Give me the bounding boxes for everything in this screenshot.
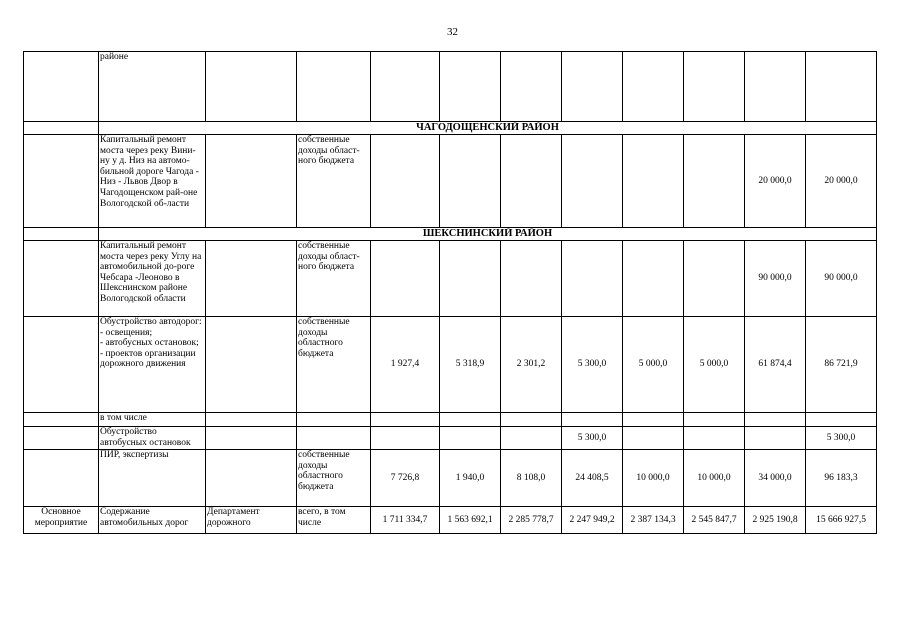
value-cell: 86 721,9 bbox=[806, 317, 877, 413]
table-row bbox=[24, 52, 877, 122]
value-cell bbox=[806, 52, 877, 122]
value-cell bbox=[371, 241, 440, 317]
value-cell bbox=[440, 413, 501, 427]
table-cell bbox=[24, 122, 99, 135]
funding-source-cell: собственные доходы област-ного бюджета bbox=[297, 241, 371, 317]
table-row bbox=[24, 135, 877, 228]
value-cell bbox=[562, 413, 623, 427]
value-cell bbox=[745, 427, 806, 450]
value-cell: 61 874,4 bbox=[745, 317, 806, 413]
value-cell bbox=[623, 241, 684, 317]
value-cell: 20 000,0 bbox=[806, 135, 877, 228]
event-type-cell bbox=[24, 413, 99, 427]
funding-source-cell: собственные доходы област-ного бюджета bbox=[297, 135, 371, 228]
section-header-row bbox=[24, 228, 877, 241]
value-cell bbox=[440, 241, 501, 317]
value-cell: 2 387 134,3 bbox=[623, 507, 684, 534]
value-cell bbox=[371, 413, 440, 427]
value-cell bbox=[623, 135, 684, 228]
value-cell bbox=[623, 52, 684, 122]
value-cell: 5 300,0 bbox=[562, 317, 623, 413]
responsible-cell bbox=[206, 52, 297, 122]
value-cell bbox=[501, 413, 562, 427]
value-cell bbox=[562, 241, 623, 317]
value-cell: 5 300,0 bbox=[562, 427, 623, 450]
section-title: ЧАГОДОЩЕНСКИЙ РАЙОН bbox=[99, 122, 877, 135]
value-cell: 2 285 778,7 bbox=[501, 507, 562, 534]
responsible-cell: Департамент дорожного bbox=[206, 507, 297, 534]
value-cell bbox=[440, 135, 501, 228]
value-cell bbox=[684, 241, 745, 317]
value-cell: 5 000,0 bbox=[684, 317, 745, 413]
event-name-cell: районе bbox=[99, 52, 206, 122]
budget-table bbox=[23, 51, 877, 534]
event-name-cell: Обустройство автодорог: - освещения; - автобусных остановок; - проектов организации дорожного движения bbox=[99, 317, 206, 413]
event-type-cell bbox=[24, 241, 99, 317]
section-title: ШЕКСНИНСКИЙ РАЙОН bbox=[99, 228, 877, 241]
value-cell: 1 563 692,1 bbox=[440, 507, 501, 534]
value-cell bbox=[806, 413, 877, 427]
responsible-cell bbox=[206, 135, 297, 228]
funding-source-cell bbox=[297, 427, 371, 450]
page-number: 32 bbox=[447, 26, 458, 38]
value-cell bbox=[745, 52, 806, 122]
value-cell: 7 726,8 bbox=[371, 450, 440, 507]
value-cell: 10 000,0 bbox=[684, 450, 745, 507]
value-cell: 1 711 334,7 bbox=[371, 507, 440, 534]
value-cell bbox=[684, 52, 745, 122]
value-cell bbox=[371, 135, 440, 228]
value-cell bbox=[440, 52, 501, 122]
value-cell: 8 108,0 bbox=[501, 450, 562, 507]
value-cell: 24 408,5 bbox=[562, 450, 623, 507]
value-cell: 96 183,3 bbox=[806, 450, 877, 507]
value-cell: 1 927,4 bbox=[371, 317, 440, 413]
event-type-cell bbox=[24, 427, 99, 450]
value-cell: 20 000,0 bbox=[745, 135, 806, 228]
responsible-cell bbox=[206, 427, 297, 450]
table-row bbox=[24, 241, 877, 317]
event-name-cell: Обустройство автобусных остановок bbox=[99, 427, 206, 450]
value-cell bbox=[501, 52, 562, 122]
event-type-cell bbox=[24, 317, 99, 413]
responsible-cell bbox=[206, 450, 297, 507]
event-type-cell: Основное мероприятие bbox=[24, 507, 99, 534]
value-cell: 5 000,0 bbox=[623, 317, 684, 413]
value-cell: 90 000,0 bbox=[745, 241, 806, 317]
value-cell bbox=[440, 427, 501, 450]
value-cell: 2 545 847,7 bbox=[684, 507, 745, 534]
funding-source-cell: всего, в том числе bbox=[297, 507, 371, 534]
event-name-cell: Содержание автомобильных дорог bbox=[99, 507, 206, 534]
section-header-row bbox=[24, 122, 877, 135]
value-cell: 2 301,2 bbox=[501, 317, 562, 413]
responsible-cell bbox=[206, 413, 297, 427]
funding-source-cell bbox=[297, 52, 371, 122]
value-cell bbox=[684, 413, 745, 427]
table-row bbox=[24, 507, 877, 534]
value-cell bbox=[684, 135, 745, 228]
value-cell: 15 666 927,5 bbox=[806, 507, 877, 534]
value-cell: 1 940,0 bbox=[440, 450, 501, 507]
table-row bbox=[24, 317, 877, 413]
funding-source-cell bbox=[297, 413, 371, 427]
value-cell: 10 000,0 bbox=[623, 450, 684, 507]
value-cell bbox=[684, 427, 745, 450]
value-cell: 34 000,0 bbox=[745, 450, 806, 507]
funding-source-cell: собственные доходы областного бюджета bbox=[297, 450, 371, 507]
value-cell bbox=[623, 413, 684, 427]
responsible-cell bbox=[206, 317, 297, 413]
event-type-cell bbox=[24, 450, 99, 507]
value-cell bbox=[371, 52, 440, 122]
responsible-cell bbox=[206, 241, 297, 317]
table-cell bbox=[24, 228, 99, 241]
table-row bbox=[24, 413, 877, 427]
value-cell bbox=[623, 427, 684, 450]
value-cell: 5 318,9 bbox=[440, 317, 501, 413]
event-name-cell: Капитальный ремонт моста через реку Углу на автомобильной до-роге Чебсара -Леоново в Шекснинском районе Вологодской области bbox=[99, 241, 206, 317]
value-cell: 2 925 190,8 bbox=[745, 507, 806, 534]
value-cell bbox=[562, 52, 623, 122]
value-cell bbox=[745, 413, 806, 427]
event-type-cell bbox=[24, 135, 99, 228]
funding-source-cell: собственные доходы областного бюджета bbox=[297, 317, 371, 413]
table-row bbox=[24, 427, 877, 450]
table-row bbox=[24, 450, 877, 507]
event-name-cell: в том числе bbox=[99, 413, 206, 427]
value-cell bbox=[501, 427, 562, 450]
value-cell bbox=[501, 241, 562, 317]
value-cell bbox=[501, 135, 562, 228]
event-name-cell: Капитальный ремонт моста через реку Вини-ну у д. Низ на автомо-бильной дороге Чагода - Низ - Львов Двор в Чагодощенском рай-оне Вологодской об-ласти bbox=[99, 135, 206, 228]
value-cell: 90 000,0 bbox=[806, 241, 877, 317]
value-cell: 5 300,0 bbox=[806, 427, 877, 450]
value-cell bbox=[371, 427, 440, 450]
event-name-cell: ПИР, экспертизы bbox=[99, 450, 206, 507]
value-cell bbox=[562, 135, 623, 228]
value-cell: 2 247 949,2 bbox=[562, 507, 623, 534]
event-type-cell bbox=[24, 52, 99, 122]
